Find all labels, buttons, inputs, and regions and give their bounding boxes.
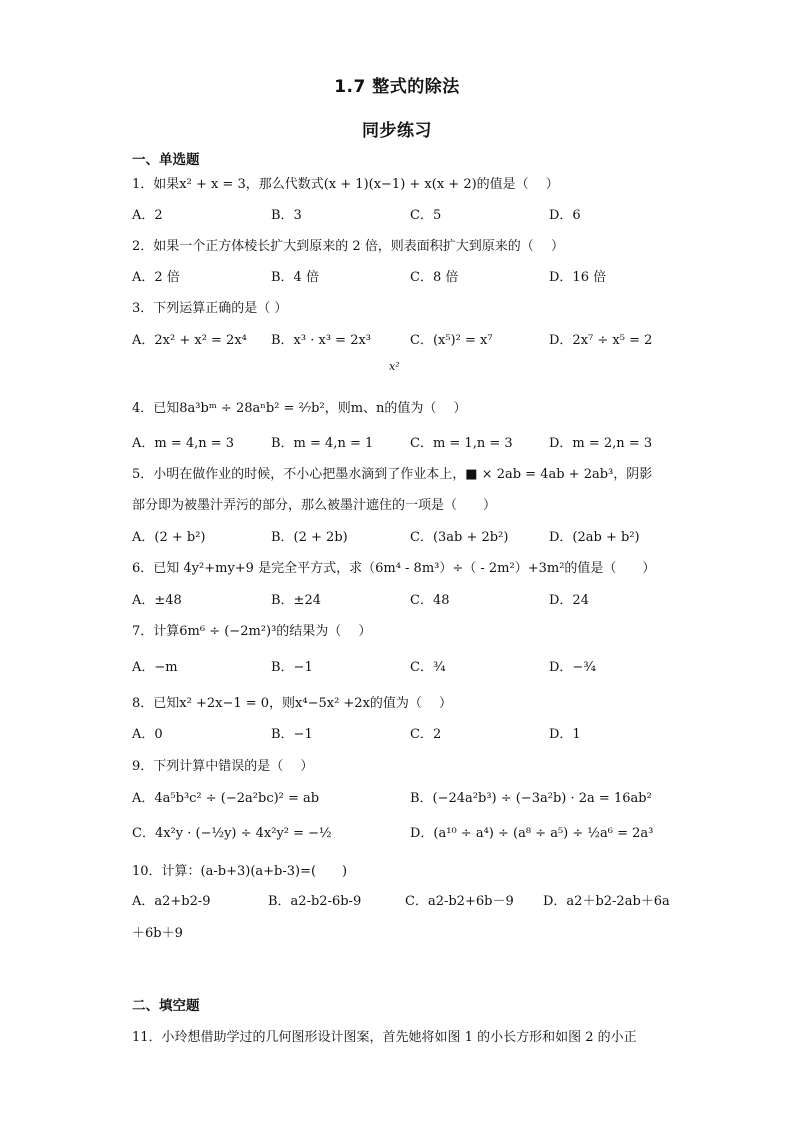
question-1-option-b: B．3: [271, 208, 302, 223]
question-9-option-c: C．4x²y · (−½y) ÷ 4x²y² = −½: [132, 826, 332, 841]
question-1-option-d: D．6: [549, 208, 581, 223]
question-10-option-d: D．a2＋b2-2ab＋6a: [543, 894, 670, 909]
section-heading-single-choice: 一、单选题: [132, 152, 200, 168]
question-3-option-d-wrap: x²: [389, 360, 400, 373]
question-5-stem: 5．小明在做作业的时候，不小心把墨水滴到了作业本上，■ × 2ab = 4ab + 2ab³，阴影: [132, 467, 653, 482]
question-2-option-a: A．2 倍: [132, 270, 180, 285]
question-4-option-d: D．m = 2,n = 3: [549, 436, 653, 451]
question-2-option-b: B．4 倍: [271, 270, 319, 285]
question-4-option-b: B．m = 4,n = 1: [271, 436, 374, 451]
question-10-option-c: C．a2-b2+6b－9: [405, 894, 514, 909]
question-10-option-d-wrap: ＋6b＋9: [132, 926, 183, 941]
page-title: 1.7 整式的除法: [334, 77, 460, 97]
question-7-stem: 7．计算6m⁶ ÷ (−2m²)³的结果为（ ）: [132, 624, 372, 639]
question-4-stem: 4．已知8a³bᵐ ÷ 28aⁿb² = ²⁄₇b²，则m、n的值为（ ）: [132, 401, 467, 416]
question-5-option-b: B．(2 + 2b): [271, 530, 348, 545]
question-6-option-a: A．±48: [132, 593, 182, 608]
question-3-option-b: B．x³ · x³ = 2x³: [271, 333, 372, 348]
question-6-option-b: B．±24: [271, 593, 321, 608]
question-2-option-d: D．16 倍: [549, 270, 607, 285]
question-7-option-d: D．−³⁄₄: [549, 660, 596, 675]
question-3-option-a: A．2x² + x² = 2x⁴: [132, 333, 247, 348]
question-3-option-d: D．2x⁷ ÷ x⁵ = 2: [549, 333, 653, 348]
question-7-option-c: C．³⁄₄: [410, 660, 446, 675]
page-subtitle: 同步练习: [362, 121, 432, 141]
question-9-option-a: A．4a⁵b³c² ÷ (−2a²bc)² = ab: [132, 791, 320, 806]
question-8-option-c: C．2: [410, 727, 442, 742]
question-10-stem: 10．计算：(a-b+3)(a+b-3)=( ): [132, 864, 348, 879]
question-3-stem: 3．下列运算正确的是（ ）: [132, 301, 288, 316]
question-6-stem: 6．已知 4y²+my+9 是完全平方式，求（6m⁴ - 8m³）÷（ - 2m²）+3m²的值是（ ）: [132, 561, 656, 576]
section-heading-fill-blank: 二、填空题: [132, 998, 200, 1014]
question-2-stem: 2．如果一个正方体棱长扩大到原来的 2 倍，则表面积扩大到原来的（ ）: [132, 239, 564, 254]
question-7-option-b: B．−1: [271, 660, 313, 675]
question-1-stem: 1．如果x² + x = 3，那么代数式(x + 1)(x−1) + x(x + 2)的值是（ ）: [132, 177, 559, 192]
question-10-option-a: A．a2+b2-9: [132, 894, 211, 909]
question-6-option-d: D．24: [549, 593, 589, 608]
question-8-option-a: A．0: [132, 727, 163, 742]
question-4-option-a: A．m = 4,n = 3: [132, 436, 235, 451]
question-5-option-a: A．(2 + b²): [132, 530, 206, 545]
question-4-option-c: C．m = 1,n = 3: [410, 436, 513, 451]
question-9-option-b: B．(−24a²b³) ÷ (−3a²b) · 2a = 16ab²: [410, 791, 652, 806]
question-9-option-d: D．(a¹⁰ ÷ a⁴) ÷ (a⁸ ÷ a⁵) ÷ ½a⁶ = 2a³: [410, 826, 654, 841]
question-7-option-a: A．−m: [132, 660, 178, 675]
question-5-stem-line2: 部分即为被墨汁弄污的部分，那么被墨汁遮住的一项是（ ）: [132, 498, 497, 513]
question-5-option-c: C．(3ab + 2b²): [410, 530, 509, 545]
question-11-stem: 11．小玲想借助学过的几何图形设计图案，首先她将如图 1 的小长方形和如图 2 的小正: [132, 1030, 637, 1045]
question-8-option-b: B．−1: [271, 727, 313, 742]
question-6-option-c: C．48: [410, 593, 450, 608]
question-1-option-a: A．2: [132, 208, 163, 223]
question-8-stem: 8．已知x² +2x−1 = 0，则x⁴−5x² +2x的值为（ ）: [132, 696, 453, 711]
question-9-stem: 9．下列计算中错误的是（ ）: [132, 759, 314, 774]
question-1-option-c: C．5: [410, 208, 442, 223]
question-10-option-b: B．a2-b2-6b-9: [268, 894, 362, 909]
question-2-option-c: C．8 倍: [410, 270, 459, 285]
question-8-option-d: D．1: [549, 727, 581, 742]
question-5-option-d: D．(2ab + b²): [549, 530, 640, 545]
question-3-option-c: C．(x⁵)² = x⁷: [410, 333, 493, 348]
